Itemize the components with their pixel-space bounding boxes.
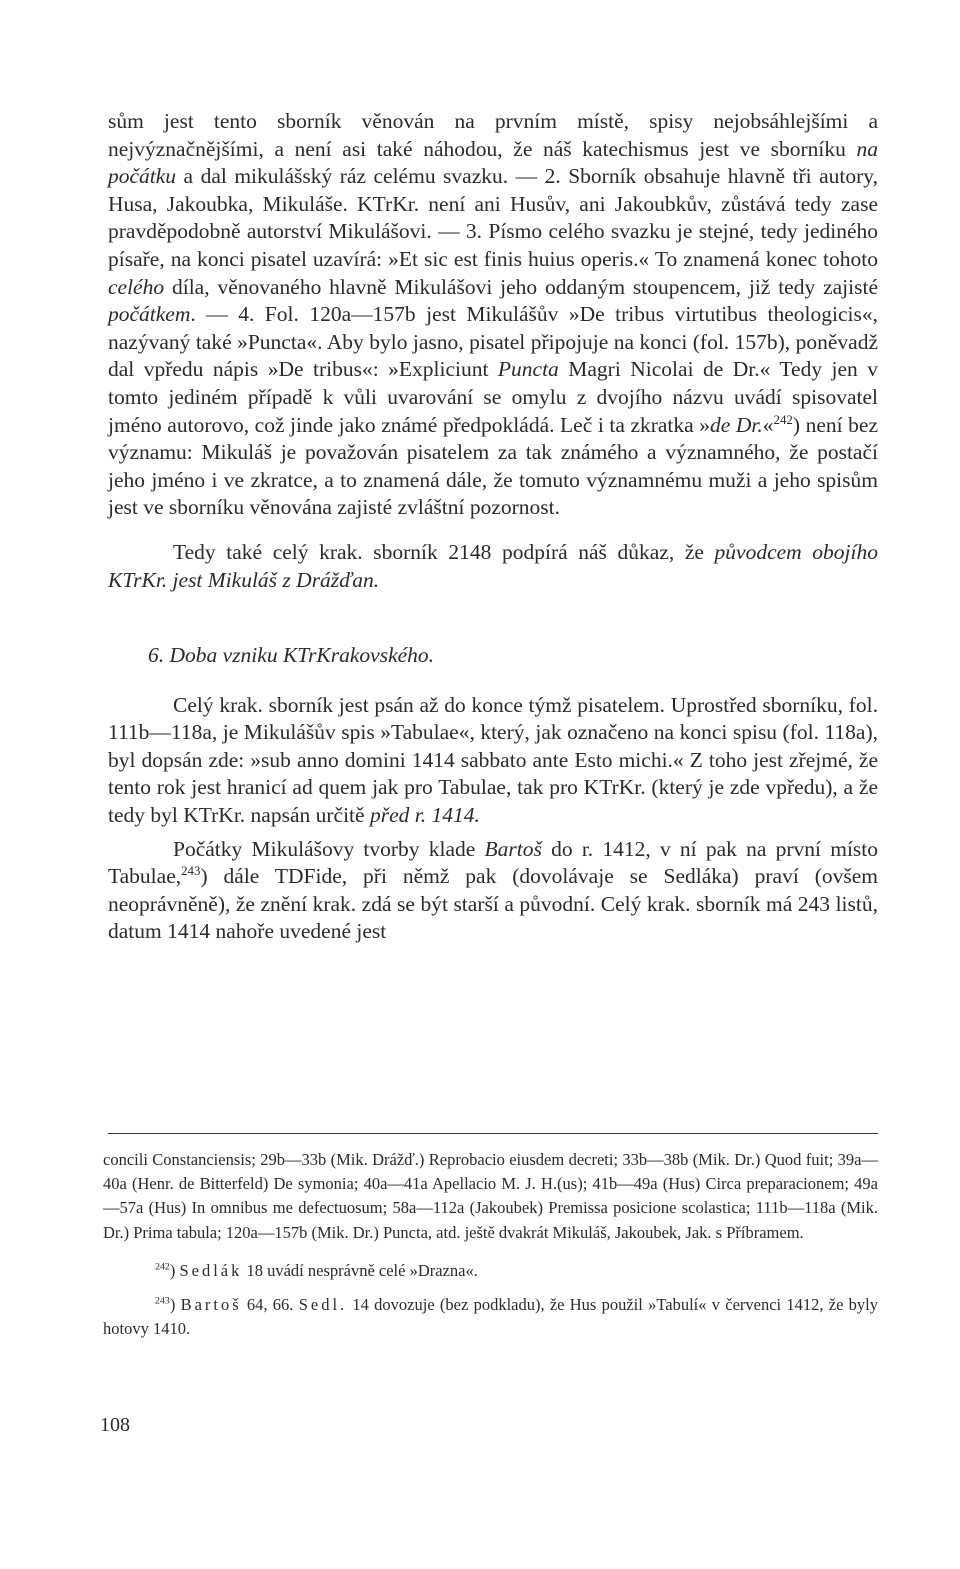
footnote-242-author: Sedlák xyxy=(179,1260,243,1280)
footnote-243-text2: 14 dovozuje (bez podkladu), že Hus použil »Tabulí« v červenci 1412, že byly hotovy 1410. xyxy=(103,1295,879,1339)
text-run: . — 4. Fol. 120a—157b jest Mikulášův »De tribus virtutibus theologicis«, nazývaný také »Puncta«. Aby bylo jasno, pisatel připojuje na konci (fol. 157b), poněvadž dal vpředu nápis »De tribus«: »Expliciunt xyxy=(108,302,878,382)
italic-text: původcem obojího KTrKr. jest Mikuláš z Drážďan. xyxy=(108,539,878,592)
text-run: « xyxy=(762,412,774,437)
italic-text: před r. 1414. xyxy=(369,803,480,828)
text-run: a dal mikulášský ráz celému svazku. — 2. Sborník obsahuje hlavně tři autory, Husa, Jakoubka, Mikuláše. KTrKr. není ani Husův, ani Jakoubkův, zůstává tedy zase pravděpodobně autorství Mikulášovi. — 3. Písmo celého svazku je stejné, tedy jediného písaře, na konci pisatel uzavírá: »Et sic est finis huius operis.« To znamená konec tohoto xyxy=(108,164,878,271)
paragraph-4 xyxy=(108,836,878,946)
footnote-continuation: concili Constanciensis; 29b—33b (Mik. Drážď.) Reprobacio eiusdem decreti; 33b—38b (Mik. Dr.) Quod fuit; 39a—40a (Henr. de Bitterfeld) De symonia; 40a—41a Apellacio M. J. H.(us); 41b—49a (Hus) Circa preparacionem; 49a—57a (Hus) In omnibus me defectuosum; 58a—112a (Jakoubek) Premissa posicione scolastica; 111b—118a (Mik. Dr.) Prima tabula; 120a—157b (Mik. Dr.) Puncta, atd. ještě dvakrát Mikuláš, Jakoubek, Jak. s Příbramem. xyxy=(103,1150,878,1242)
text-run: díla, věnovaného hlavně Mikulášovi jeho oddaným stoupencem, již tedy zajisté xyxy=(164,274,878,299)
italic-text: počátkem xyxy=(108,302,191,327)
italic-text: Bartoš xyxy=(484,836,542,861)
italic-text: Puncta xyxy=(497,357,559,382)
footnote-243-author: Bartoš xyxy=(180,1295,242,1315)
footnote-242-text: 18 uvádí nesprávně celé »Drazna«. xyxy=(242,1260,478,1280)
footnote-ref: 242 xyxy=(773,412,793,427)
footnote-242: $^{242}$) Sedlák 18 uvádí nesprávně celé »Drazna«. xyxy=(155,1260,478,1280)
section-heading: 6. Doba vzniku KTrKrakovského. xyxy=(148,643,435,668)
footnote-243-marker: 243 xyxy=(155,1295,170,1307)
text-run: Celý krak. sborník jest psán až do konce týmž pisatelem. Uprostřed sborníku, fol. 111b—118a, je Mikulášův spis »Tabulae«, který, jak označeno na konci spisu (fol. 118a), byl dopsán zde: »sub anno domini 1414 sabbato ante Esto michi.« Z toho jest zřejmé, že tento rok jest hranicí ad quem jak pro Tabulae, tak pro KTrKr. (který je zde vpředu), a že tedy byl KTrKr. napsán určitě xyxy=(108,692,878,828)
text-run: Magri Nicolai de Dr.« Tedy jen v tomto jediném případě k vůli uvarování se omylu z dvojího názvu uvádí spisovatel jméno autorovo, což jinde jako známé předpokládá. Leč i ta zkratka » xyxy=(108,357,879,437)
text-run: Tedy také celý krak. sborník 2148 podpírá náš důkaz, že xyxy=(173,539,715,564)
text-run: do r. 1412, v ní pak na první místo Tabulae, xyxy=(108,836,879,889)
paragraph-3 xyxy=(108,692,878,830)
main-text xyxy=(108,108,878,946)
paragraph-2 xyxy=(108,539,878,594)
footnote-243: $^{243}$) Bartoš 64, 66. Sedl. 14 dovozuje (bez podkladu), že Hus použil »Tabulí« v červenci 1412, že byly hotovy 1410. xyxy=(103,1295,879,1339)
footnote-242-marker: 242 xyxy=(155,1261,170,1273)
footnote-243-text: 64, 66. xyxy=(241,1295,299,1315)
italic-text: celého xyxy=(108,274,165,299)
footnote-243-author2: Sedl. xyxy=(298,1295,348,1315)
italic-text: na počátku xyxy=(108,136,878,189)
text-run: sům jest tento sborník věnován na prvním místě, spisy nejobsáhlejšími a nejvýznačnějšími, a není asi také náhodou, že náš katechismus jest ve sborníku xyxy=(108,109,878,161)
text-run: Počátky Mikulášovy tvorby klade xyxy=(173,836,485,861)
footnotes xyxy=(103,1148,878,1341)
text-run: ) dále TDFide, při němž pak (dovolávaje se Sedláka) praví (ovšem neoprávněně), že znění krak. zdá se být starší a původní. Celý krak. sborník má 243 listů, datum 1414 nahoře uvedené jest xyxy=(108,864,878,944)
footnote-ref: 243 xyxy=(181,864,201,879)
footnote-divider xyxy=(108,1133,878,1134)
italic-text: de Dr. xyxy=(710,412,763,437)
text-run: ) není bez významu: Mikuláš je považován pisatelem za tak známého a významného, že postačí jeho jméno i ve zkratce, a to znamená dále, že tomuto významnému muži a jeho spisům jest ve sborníku věnována zajisté zvláštní pozornost. xyxy=(108,412,878,520)
page-number: 108 xyxy=(100,1414,130,1436)
paragraph-1 xyxy=(108,108,878,522)
